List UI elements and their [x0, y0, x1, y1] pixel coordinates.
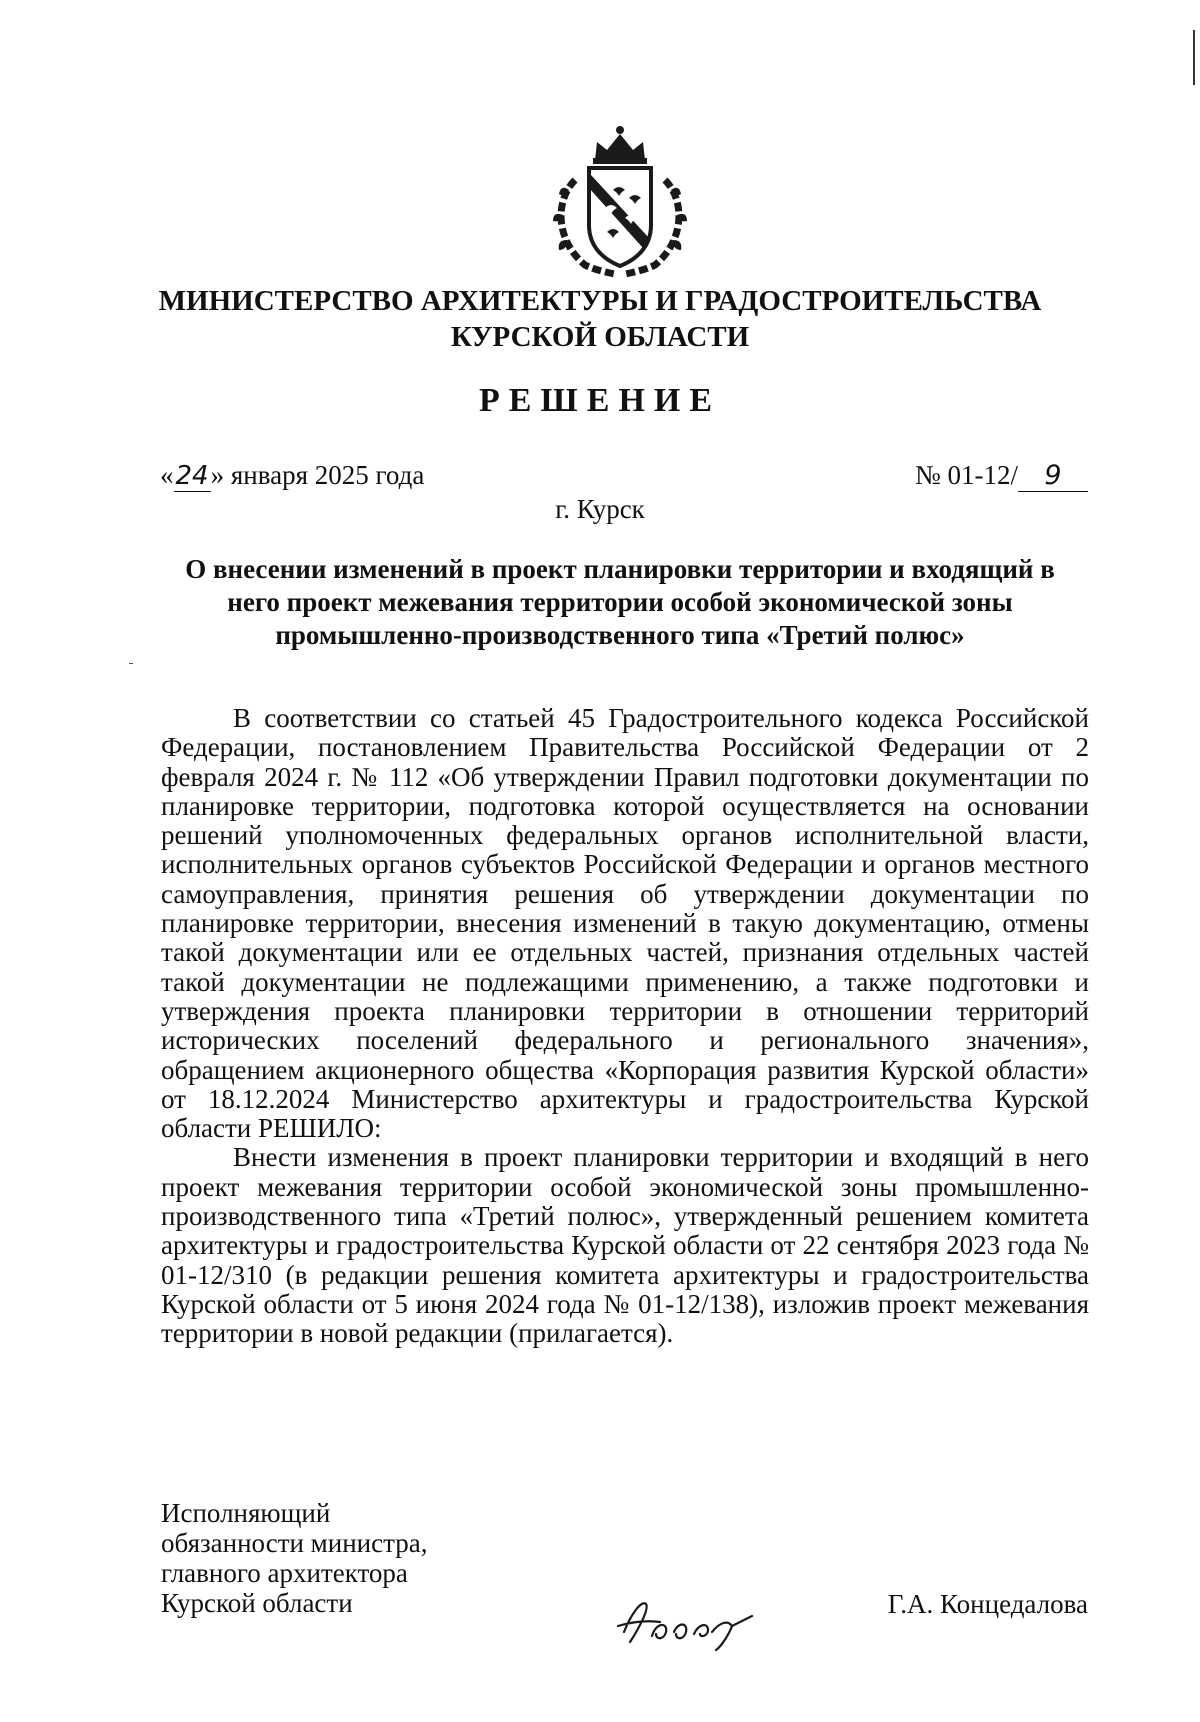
date-day-handwritten: 24: [175, 461, 209, 491]
date-open-quote: «: [160, 460, 174, 490]
document-type-title: РЕШЕНИЕ: [478, 382, 722, 419]
document-number-handwritten: 9: [1018, 460, 1088, 492]
subject-line2: него проект межевания территории особой экономической зоны: [227, 587, 1013, 617]
scan-artifact-mark: [129, 663, 133, 664]
position-line3: главного архитектора: [161, 1558, 408, 1588]
ministry-name-line2: КУРСКОЙ ОБЛАСТИ: [450, 321, 750, 353]
position-line1: Исполняющий: [161, 1498, 331, 1528]
position-line4: Курской области: [161, 1588, 353, 1618]
date-month-year: » января 2025 года: [210, 460, 425, 490]
document-number: [915, 460, 1088, 492]
document-subject: [150, 553, 1090, 652]
signatory-position: [161, 1498, 427, 1618]
ministry-name-line1: МИНИСТЕРСТВО АРХИТЕКТУРЫ И ГРАДОСТРОИТЕЛЬСТВА: [158, 285, 1042, 317]
document-number-prefix: № 01-12/: [914, 460, 1018, 490]
body-paragraph-1: В соответствии со статьей 45 Градостроительного кодекса Российской Федерации, постановлением Правительства Российской Федерации от 2 февраля 2024 г. № 112 «Об утверждении Правил подготовки документации по планировке территории, подготовка которой осуществляется на основании решений уполномоченных федеральных органов исполнительной власти, исполнительных органов субъектов Российской Федерации и органов местного самоуправления, принятия решения об утверждении документации по планировке территории, внесения изменений в такую документацию, отмены такой документации или ее отдельных частей, признания отдельных частей такой документации не подлежащими применению, а также подготовки и утверждения проекта планировки территории в отношении территорий исторических поселений федерального и регионального значения», обращением акционерного общества «Корпорация развития Курской области» от 18.12.2024 Министерство архитектуры и градостроительства Курской области РЕШИЛО:: [161, 703, 1089, 1144]
subject-line1: О внесении изменений в проект планировки территории и входящий в: [185, 554, 1055, 584]
handwritten-signature-icon: [612, 1592, 762, 1652]
signatory-name: Г.А. Концедалова: [887, 1589, 1088, 1619]
document-city: г. Курск: [555, 494, 645, 524]
subject-line3: промышленно-производственного типа «Третий полюс»: [275, 620, 965, 650]
document-date: [160, 460, 424, 491]
document-body: [161, 704, 1089, 1349]
kursk-coat-of-arms-icon: [545, 120, 695, 280]
scan-artifact-line: [1193, 30, 1195, 85]
ministry-name: [100, 283, 1100, 355]
body-paragraph-2: Внести изменения в проект планировки территории и входящий в него проект межевания территории особой экономической зоны промышленно-производственного типа «Третий полюс», утвержденный решением комитета архитектуры и градостроительства Курской области от 22 сентября 2023 года № 01-12/310 (в редакции решения комитета архитектуры и градостроительства Курской области от 5 июня 2024 года № 01-12/138), изложив проект межевания территории в новой редакции (прилагается).: [161, 1142, 1089, 1349]
position-line2: обязанности министра,: [161, 1528, 428, 1558]
